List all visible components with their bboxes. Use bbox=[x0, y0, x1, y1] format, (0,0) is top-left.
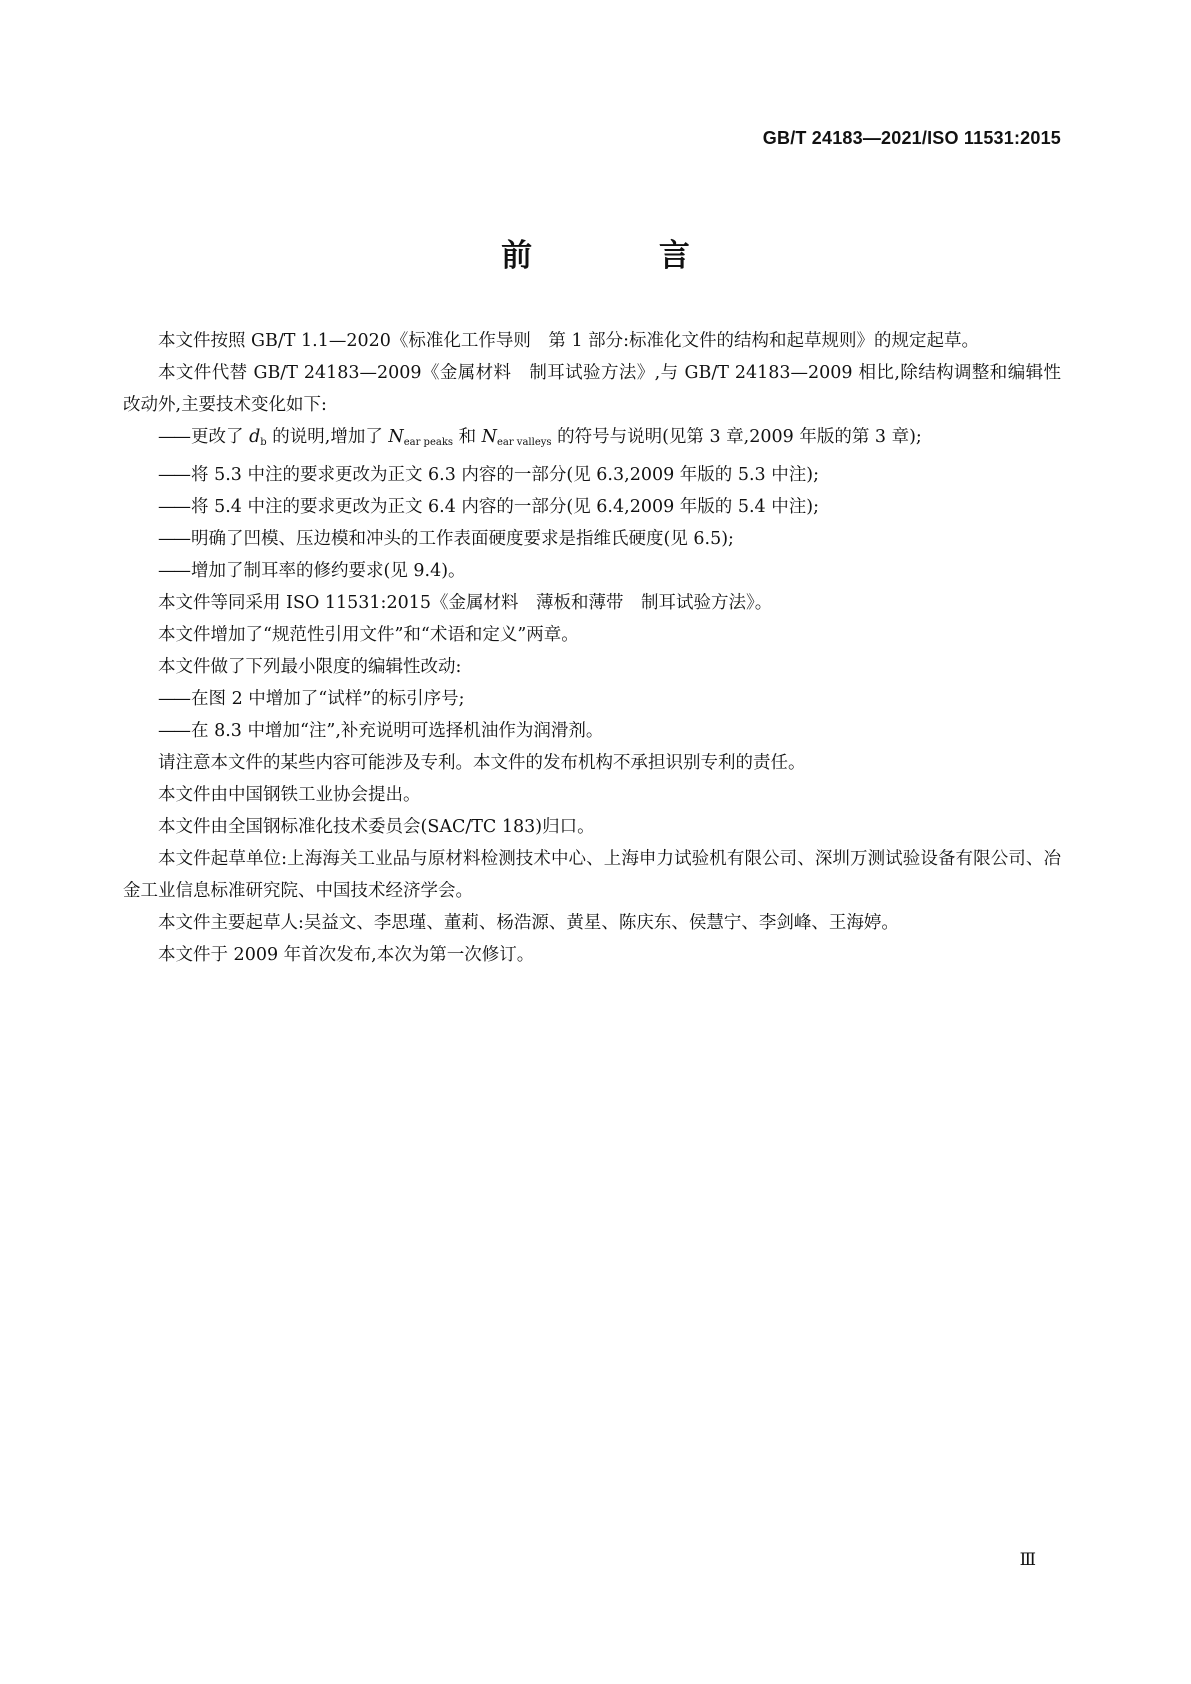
paragraph-drafting-units: 本文件起草单位:上海海关工业品与原材料检测技术中心、上海申力试验机有限公司、深圳万测试验设备有限公司、冶金工业信息标准研究院、中国技术经济学会。 bbox=[123, 849, 1061, 901]
edit-item-1: —— 在图 2 中增加了“试样”的标引序号; bbox=[158, 689, 465, 709]
dash-marker: —— bbox=[158, 561, 189, 581]
paragraph-publication-history: 本文件于 2009 年首次发布,本次为第一次修订。 bbox=[158, 945, 535, 965]
symbol-n-ear-peaks: $N_{ear peaks}$ bbox=[388, 427, 454, 448]
paragraph-drafting-rules: 本文件按照 GB/T 1.1—2020《标准化工作导则 第 1 部分:标准化文件的结构和起草规则》的规定起草。 bbox=[158, 331, 980, 351]
symbol-db: $d_b$ bbox=[249, 427, 267, 448]
paragraph-iso-adoption: 本文件等同采用 ISO 11531:2015《金属材料 薄板和薄带 制耳试验方法》。 bbox=[158, 593, 773, 613]
edit-item-2: —— 在 8.3 中增加“注”,补充说明可选择机油作为润滑剂。 bbox=[158, 721, 604, 741]
foreword-body bbox=[123, 325, 1061, 971]
dash-marker: —— bbox=[158, 529, 189, 549]
paragraph-editorial-changes: 本文件做了下列最小限度的编辑性改动: bbox=[158, 657, 462, 677]
change-item-2: —— 将 5.3 中注的要求更改为正文 6.3 内容的一部分(见 6.3,2009 年版的 5.3 中注); bbox=[158, 465, 819, 485]
page-number: Ⅲ bbox=[1019, 1550, 1036, 1570]
paragraph-drafters: 本文件主要起草人:吴益文、李思瑾、董莉、杨浩源、黄星、陈庆东、侯慧宁、李剑峰、王海婷。 bbox=[158, 913, 899, 933]
paragraph-patent-notice: 请注意本文件的某些内容可能涉及专利。本文件的发布机构不承担识别专利的责任。 bbox=[158, 753, 806, 773]
dash-marker: —— bbox=[158, 427, 189, 447]
change-item-1: —— 更改了 $d_b$ 的说明,增加了 $N_{ear peaks}$ 和 $N_{ear valleys}$ 的符号与说明(见第 3 章,2009 年版的第 3 章); bbox=[158, 427, 922, 448]
dash-marker: —— bbox=[158, 689, 189, 709]
paragraph-proposer: 本文件由中国钢铁工业协会提出。 bbox=[158, 785, 421, 805]
dash-marker: —— bbox=[158, 497, 189, 517]
page-title: 前 言 bbox=[501, 238, 748, 274]
standard-number-header: GB/T 24183—2021/ISO 11531:2015 bbox=[762, 128, 1061, 148]
symbol-n-ear-valleys: $N_{ear valleys}$ bbox=[481, 427, 552, 448]
paragraph-technical-committee: 本文件由全国钢标准化技术委员会(SAC/TC 183)归口。 bbox=[158, 817, 595, 837]
change-item-4: —— 明确了凹模、压边模和冲头的工作表面硬度要求是指维氏硬度(见 6.5); bbox=[158, 529, 734, 549]
change-item-5: —— 增加了制耳率的修约要求(见 9.4)。 bbox=[158, 561, 466, 581]
paragraph-replacement: 本文件代替 GB/T 24183—2009《金属材料 制耳试验方法》,与 GB/T 24183—2009 相比,除结构调整和编辑性改动外,主要技术变化如下: bbox=[123, 363, 1061, 415]
dash-marker: —— bbox=[158, 721, 189, 741]
paragraph-added-chapters: 本文件增加了“规范性引用文件”和“术语和定义”两章。 bbox=[158, 625, 579, 645]
change-item-3: —— 将 5.4 中注的要求更改为正文 6.4 内容的一部分(见 6.4,2009 年版的 5.4 中注); bbox=[158, 497, 819, 517]
dash-marker: —— bbox=[158, 465, 189, 485]
